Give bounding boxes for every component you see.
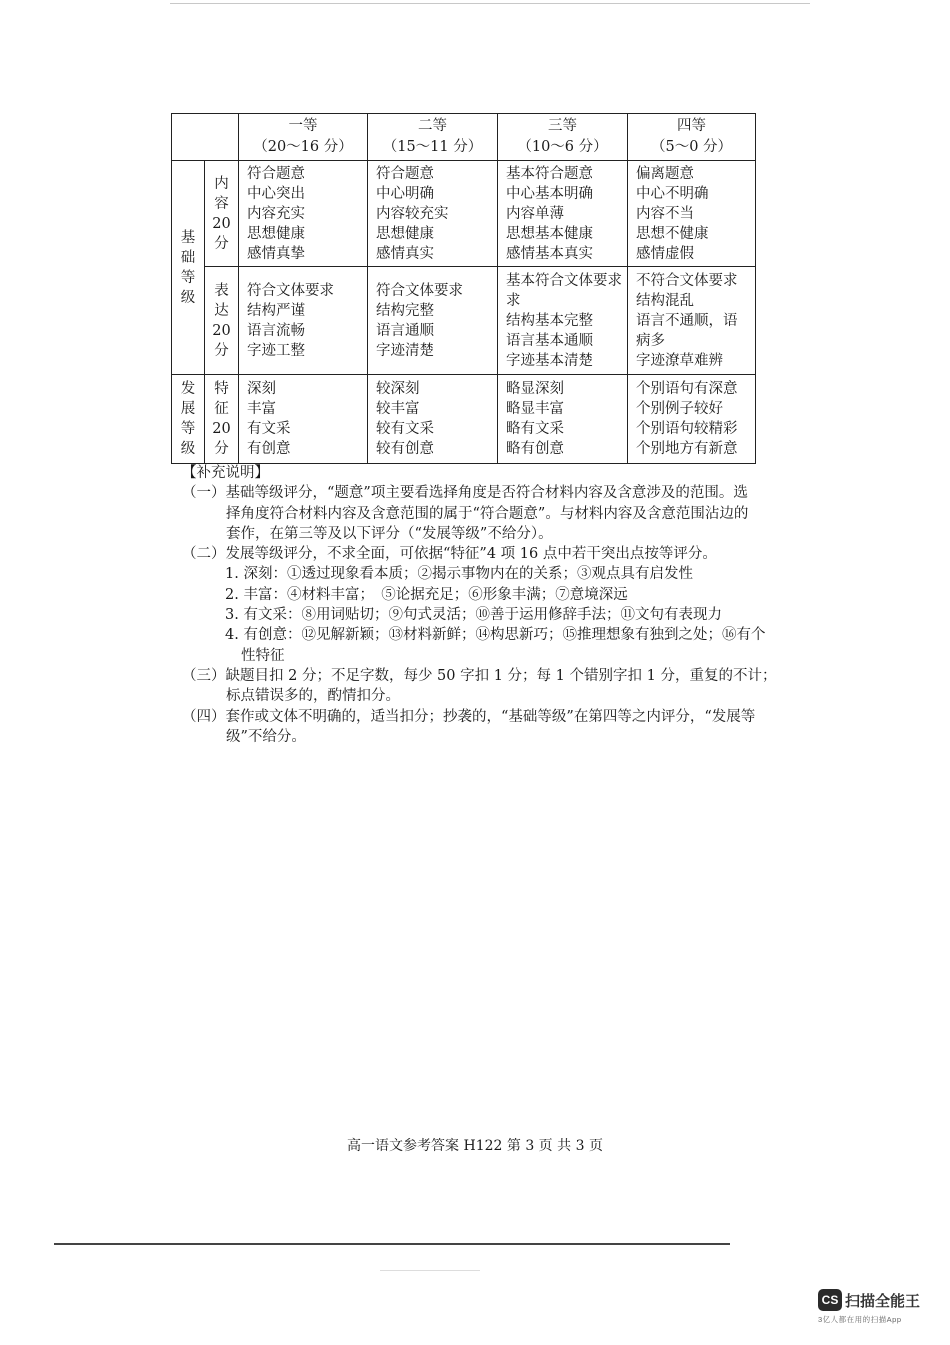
criteria-cell: 符合文体要求 结构严谨 语言流畅 字迹工整	[239, 267, 368, 375]
sub-label-content: 内 容 20 分	[205, 161, 239, 267]
scanner-watermark	[818, 1289, 920, 1325]
criteria-cell: 较深刻 较丰富 较有文采 较有创意	[368, 375, 498, 464]
table-header-row	[172, 114, 756, 161]
scan-faint-line	[380, 1270, 480, 1271]
scan-edge-line	[170, 3, 810, 4]
criteria-cell: 偏离题意 中心不明确 内容不当 思想不健康 感情虚假	[628, 161, 756, 267]
criteria-cell: 符合文体要求 结构完整 语言通顺 字迹清楚	[368, 267, 498, 375]
criteria-cell: 基本符合题意 中心基本明确 内容单薄 思想基本健康 感情基本真实	[498, 161, 628, 267]
note-1: （一）基础等级评分，“题意”项主要看选择角度是否符合材料内容及含意涉及的范围。选 择角度符合材料内容及含意范围的属于“符合题意”。与材料内容及含意范围沾边的 套作，在第三等及以下评分（“发展等级”不给分）。	[182, 485, 749, 542]
criteria-cell: 符合题意 中心突出 内容充实 思想健康 感情真挚	[239, 161, 368, 267]
note-2: （二）发展等级评分，不求全面，可依据“特征”4 项 16 点中若干突出点按等评分。	[182, 546, 717, 563]
grade-header-4: 四等 （5～0 分）	[628, 114, 756, 161]
sub-label-expression: 表 达 20 分	[205, 267, 239, 375]
table-row-content	[172, 161, 756, 267]
criteria-cell: 基本符合文体要求 求 结构基本完整 语言基本通顺 字迹基本清楚	[498, 267, 628, 375]
note-2-item: 4. 有创意：⑫见解新颖；⑬材料新鲜；⑭构思新巧；⑮推理想象有独到之处；⑯有个	[225, 627, 766, 644]
group-label-development: 发 展 等 级	[172, 375, 205, 464]
note-4: （四）套作或文体不明确的，适当扣分；抄袭的，“基础等级”在第四等之内评分，“发展等 级”不给分。	[182, 708, 756, 745]
criteria-cell: 深刻 丰富 有文采 有创意	[239, 375, 368, 464]
grade-header-1: 一等 （20～16 分）	[239, 114, 368, 161]
note-2-item: 3. 有文采：⑧用词贴切；⑨句式灵活；⑩善于运用修辞手法；⑪文句有表现力	[225, 607, 722, 624]
criteria-cell: 不符合文体要求 结构混乱 语言不通顺，语 病多 字迹潦草难辨	[628, 267, 756, 375]
note-2-item: 2. 丰富：④材料丰富； ⑤论据充足；⑥形象丰满；⑦意境深远	[225, 586, 628, 603]
criteria-cell: 个别语句有深意 个别例子较好 个别语句较精彩 个别地方有新意	[628, 375, 756, 464]
sub-label-feature: 特 征 20 分	[205, 375, 239, 464]
group-label-basic: 基 础 等 级	[172, 161, 205, 375]
page-footer: 高一语文参考答案 H122 第 3 页 共 3 页	[347, 1138, 603, 1154]
grading-table	[171, 113, 756, 464]
watermark-tagline: 3亿人都在用的扫描App	[818, 1315, 902, 1324]
note-3: （三）缺题目扣 2 分；不足字数，每少 50 字扣 1 分；每 1 个错别字扣 1 分，重复的不计； 标点错误多的，酌情扣分。	[182, 667, 777, 705]
table-row-expression	[172, 267, 756, 375]
watermark-brand: 扫描全能王	[845, 1292, 921, 1310]
notes-title: 【补充说明】	[182, 465, 269, 481]
camscanner-logo-icon: CS	[818, 1289, 842, 1311]
grade-header-3: 三等 （10～6 分）	[498, 114, 628, 161]
note-2-items	[182, 564, 792, 665]
supplementary-notes	[182, 463, 792, 747]
note-2-item: 1. 深刻：①透过现象看本质；②揭示事物内在的关系；③观点具有启发性	[225, 566, 693, 583]
table-corner-cell	[172, 114, 239, 161]
table-row-feature	[172, 375, 756, 464]
grade-header-2: 二等 （15～11 分）	[368, 114, 498, 161]
scan-bottom-line	[54, 1243, 730, 1245]
criteria-cell: 符合题意 中心明确 内容较充实 思想健康 感情真实	[368, 161, 498, 267]
note-2-item-cont: 性特征	[241, 647, 285, 664]
criteria-cell: 略显深刻 略显丰富 略有文采 略有创意	[498, 375, 628, 464]
